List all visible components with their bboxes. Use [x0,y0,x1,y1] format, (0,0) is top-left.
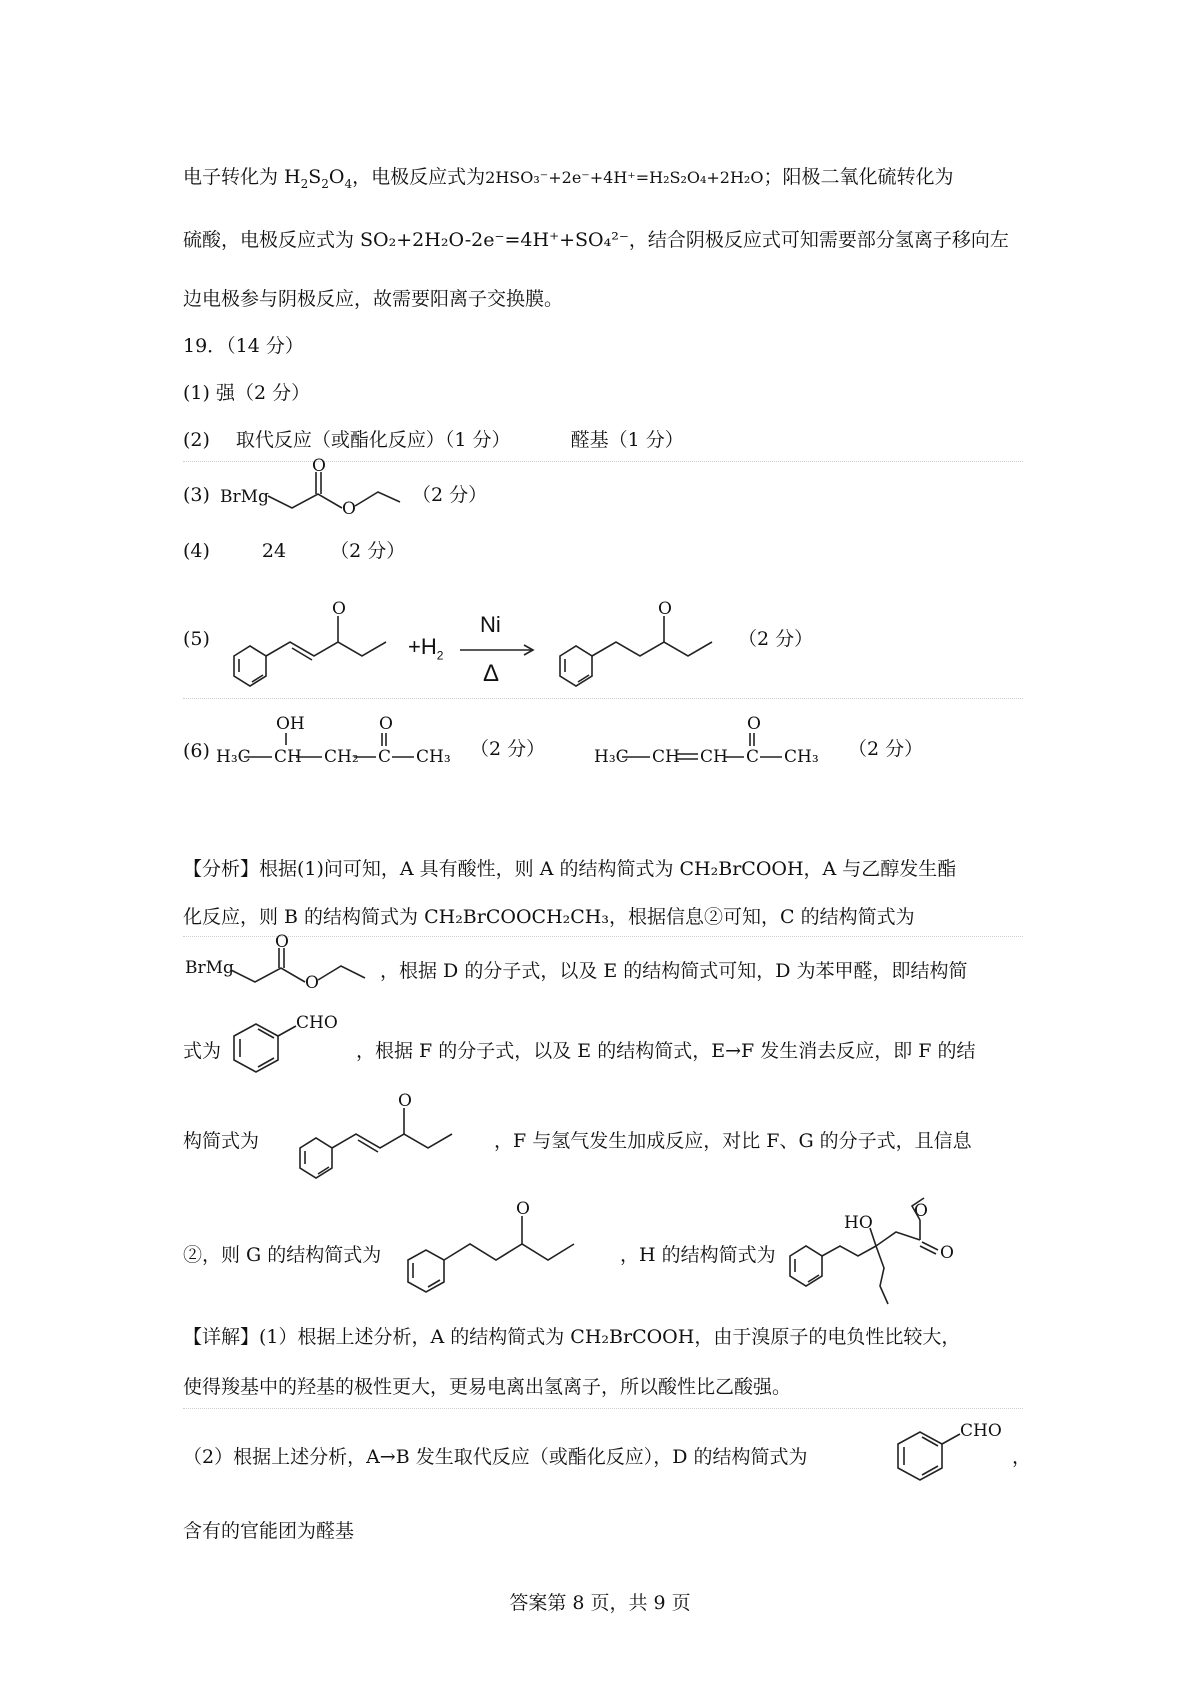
structure-hydroxy-ketone [214,712,464,772]
atom-label: O [398,1091,412,1111]
answer-5-num: (5) [183,628,210,650]
analysis-line: ②，则 G 的结构简式为 [183,1244,382,1266]
atom-label: BrMg [220,487,269,507]
answer-1 [183,382,310,405]
benzaldehyde-icon [220,1008,370,1080]
analysis-line: ，H 的结构简式为 [620,1244,776,1266]
atom-label: CH [700,747,728,767]
text-span: ；阳极二氧化硫转化为 [763,166,954,188]
reagent [408,634,444,663]
subscript: 4 [344,176,353,191]
answer-3-num: (3) [183,484,210,506]
atom-label: O [305,973,319,993]
answer-6-score-2: （2 分） [848,738,924,760]
atom-label: CH₃ [784,747,819,767]
atom-label: CH₃ [416,747,451,767]
answer-3-score: （2 分） [412,484,488,506]
atom-label: OH [276,714,305,734]
detail-line: 使得羧基中的羟基的极性更大，更易电离出氢离子，所以酸性比乙酸强。 [183,1376,792,1398]
page-footer: 答案第 8 页，共 9 页 [509,1592,691,1614]
analysis-line: 【分析】根据(1)问可知，A 具有酸性，则 A 的结构简式为 CH₂BrCOOH，A 与乙醇发生酯 [183,858,957,880]
answer-2 [183,429,684,452]
atom-label: O [658,599,672,619]
subscript: 2 [321,176,329,191]
text-line: 边电极参与阴极反应，故需要阳离子交换膜。 [183,288,564,310]
answer-4 [183,540,405,563]
atom-label: BrMg [185,958,234,978]
answer-num: (2) [183,429,210,451]
atom-label: O [914,1201,928,1221]
answer-text: 强（2 分） [215,382,311,404]
atom-label: CH₂ [324,747,359,767]
divider [183,1408,1023,1409]
answer-num: (4) [183,540,210,562]
atom-label: C [378,747,392,767]
atom-label: O [332,599,346,619]
structure-enone [592,712,842,772]
atom-label: O [516,1199,530,1219]
answer-6-num: (6) [183,740,210,762]
reaction-arrow [458,644,538,656]
text-span: 电子转化为 H [183,166,301,188]
subscript: 2 [300,176,309,191]
detail-line: 含有的官能团为醛基 [183,1520,355,1542]
text-span: O [328,166,345,188]
atom-label: CHO [960,1421,1002,1441]
atom-label: O [275,932,289,952]
atom-label: O [379,714,393,734]
atom-label: C [746,747,760,767]
analysis-line: ，根据 F 的分子式，以及 E 的结构简式，E→F 发生消去反应，即 F 的结 [356,1040,976,1062]
atom-label: O [312,456,326,476]
answer-5-score: （2 分） [738,628,814,650]
structure-g-analysis [400,1198,590,1294]
question-number: 19．（14 分） [183,335,304,357]
structure-g [548,599,728,682]
answer-text: 醛基（1 分） [570,429,684,451]
structure-f-analysis [292,1091,472,1174]
answer-text: 取代反应（或酯化反应）（1 分） [235,429,511,451]
answer-num: (1) [183,382,210,404]
atom-label: CHO [296,1013,338,1033]
atom-label: HO [844,1213,873,1233]
reagent-text: +H [408,634,437,659]
detail-line: （2）根据上述分析，A→B 发生取代反应（或酯化反应），D 的结构简式为 [183,1446,808,1468]
atom-label: CH [652,747,680,767]
atom-label: H₃C [216,747,251,767]
atom-label: H₃C [594,747,629,767]
text-span: S [308,166,322,188]
divider [183,698,1023,699]
analysis-line: 式为 [183,1040,222,1062]
analysis-line: ，F 与氢气发生加成反应，对比 F、G 的分子式，且信息 [494,1130,972,1152]
detail-line: ， [1012,1446,1032,1468]
structure-h-analysis [784,1194,964,1308]
condition: Δ [483,660,500,687]
structure-f [222,599,402,682]
answer-score: （2 分） [330,540,406,562]
structure-c [218,456,418,522]
atom-label: O [940,1243,954,1263]
atom-label: O [747,714,761,734]
text-line: 硫酸，电极反应式为 SO₂+2H₂O-2e⁻=4H⁺+SO₄²⁻，结合阴极反应式可知需要部分氢离子移向左 [183,229,1009,251]
analysis-line: ，根据 D 的分子式，以及 E 的结构简式可知，D 为苯甲醛，即结构简 [380,960,968,982]
subscript: 2 [436,648,444,663]
analysis-line: 构简式为 [183,1130,260,1152]
equation: 2HSO₃⁻+2e⁻+4H⁺=H₂S₂O₄+2H₂O [485,168,764,187]
answer-value: 24 [261,540,287,562]
structure-c-analysis [183,932,383,1000]
atom-label: CH [274,747,302,767]
analysis-line: 化反应，则 B 的结构简式为 CH₂BrCOOCH₂CH₃，根据信息②可知，C 的结构简式为 [183,906,915,928]
catalyst: Ni [480,612,501,637]
atom-label: O [342,499,356,519]
divider [183,936,1023,937]
answer-6-score-1: （2 分） [470,738,546,760]
text-span: ，电极反应式为 [352,166,486,188]
detail-line: 【详解】(1）根据上述分析，A 的结构简式为 CH₂BrCOOH，由于溴原子的电负性比较大， [183,1326,961,1348]
text-line [183,166,953,189]
